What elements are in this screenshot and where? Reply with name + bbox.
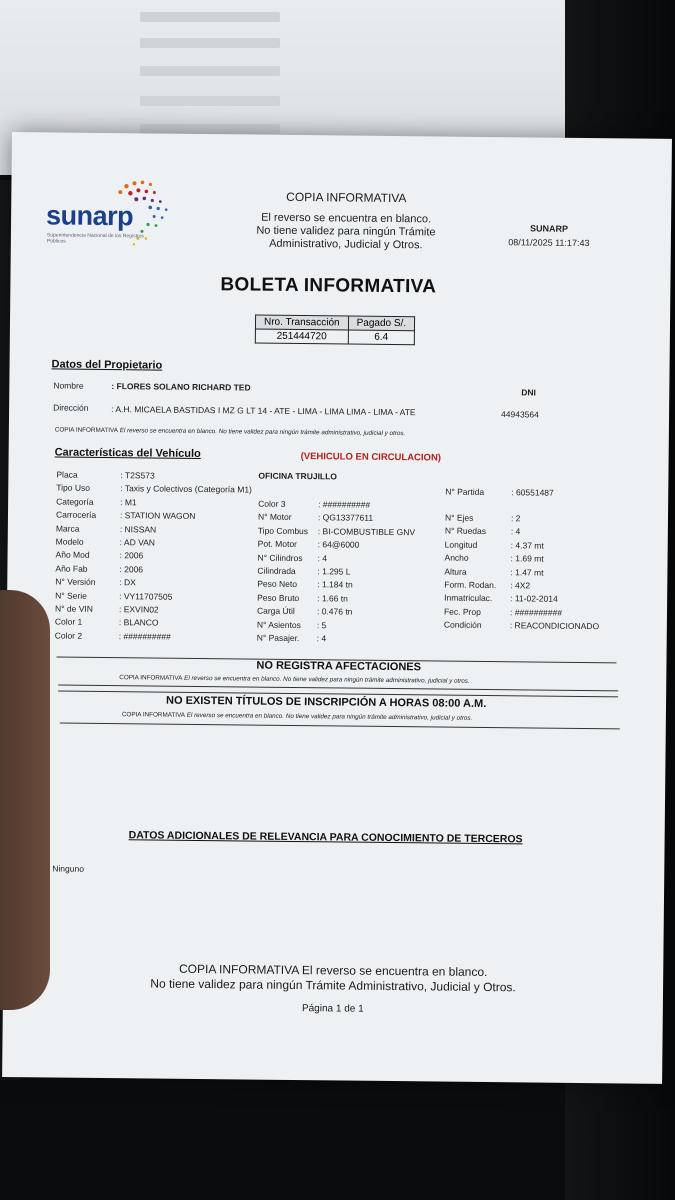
vehicle-field-value: : 11-02-2014 [510,593,558,605]
vehicle-field-label: Fec. Prop [443,606,481,617]
header-entity: SUNARP [529,223,569,234]
owner-name-value: : FLORES SOLANO RICHARD TED [111,381,251,393]
vehicle-field-value: : 1.184 tn [317,579,353,590]
vehicle-field-value: : 4 [510,526,521,537]
owner-note-prefix: COPIA INFORMATIVA [54,426,119,435]
header-copia-line: El reverso se encuentra en blanco. [261,211,432,226]
vehicle-field-value: : BI-COMBUSTIBLE GNV [317,526,416,538]
vehicle-field-value: : 4 [317,552,328,563]
vehicle-field-label: Peso Bruto [257,592,300,603]
header-datetime: 08/11/2025 11:17:43 [508,237,590,249]
vehicle-field-label: Carga Útil [256,605,295,617]
vehicle-field-label: Longitud [444,539,478,550]
vehicle-section-title: Características del Vehículo [54,446,201,460]
vehicle-field-value: : 60551487 [511,487,554,498]
owner-address-value: : A.H. MICAELA BASTIDAS I MZ G LT 14 - ATE - LIMA - LIMA LIMA - LIMA - ATE [111,404,416,418]
vehicle-field-label: Condición [443,619,482,631]
vehicle-field-value: : REACONDICIONADO [509,620,600,632]
vehicle-field-value: : NISSAN [119,523,157,535]
footer-line: COPIA INFORMATIVA El reverso se encuentra en blanco. [178,961,488,980]
footer-line: No tiene validez para ningún Trámite Administrativo, Judicial y Otros. [150,976,516,995]
vehicle-field-value: : 1.47 mt [510,566,544,578]
transaction-paid: 6.4 [348,330,415,345]
vehicle-field-value: : 4 [316,633,327,644]
background-row [140,66,280,76]
vehicle-field-label: Año Fab [55,563,88,574]
transaction-table [255,315,415,346]
vehicle-field-label: Altura [444,566,467,577]
vehicle-field-label: N° de VIN [54,603,93,614]
vehicle-field-label: N° Ejes [444,512,474,523]
footer-page: Página 1 de 1 [301,1003,364,1015]
banner-afectaciones: NO REGISTRA AFECTACIONES [256,659,422,674]
owner-name-label: Nombre [53,380,84,391]
header-copia-title: COPIA INFORMATIVA [286,189,407,206]
transaction-number: 251444720 [255,329,348,344]
header-copia-line: Administrativo, Judicial y Otros. [269,237,423,252]
vehicle-field-label: N° Motor [257,511,292,523]
background-row [140,96,280,106]
additional-title: DATOS ADICIONALES DE RELEVANCIA PARA CONOCIMIENTO DE TERCEROS [128,829,523,846]
vehicle-field-label: N° Serie [55,590,87,601]
vehicle-field-value: : VY11707505 [119,590,173,602]
vehicle-field-value: : 4X2 [510,580,531,591]
vehicle-field-value: : ########## [118,630,171,642]
additional-value: Ninguno [52,863,85,874]
vehicle-field-value: : T2S573 [120,470,155,481]
vehicle-field-label: Placa [56,469,78,480]
vehicle-field-label: Cilindrada [257,565,296,576]
header-copia-block [241,190,452,252]
vehicle-field-label: Peso Neto [257,578,298,590]
vehicle-field-label: Modelo [55,536,84,547]
vehicle-field-value: : 5 [316,619,327,630]
vehicle-office: OFICINA TRUJILLO [258,470,338,482]
vehicle-field-label: N° Pasajer. [256,632,300,644]
vehicle-field-label: Color 2 [54,630,83,641]
vehicle-field-value: : 2006 [119,550,144,561]
header-copia-line: No tiene validez para ningún Trámite [256,224,436,239]
document-title: BOLETA INFORMATIVA [220,274,437,298]
vehicle-field-label: Pot. Motor [257,538,297,550]
vehicle-field-value: : 2 [510,513,521,524]
vehicle-field-label: Marca [55,523,80,534]
vehicle-field-label: N° Versión [55,576,96,588]
vehicle-field-value: : 1.69 mt [510,553,544,564]
sunarp-logo-text: sunarp [45,200,134,232]
vehicle-field-value: : ########## [509,607,563,618]
vehicle-field-label: N° Cilindros [257,552,303,563]
vehicle-field-value: : Taxis y Colectivos (Categoría M1) [120,483,252,495]
vehicle-field-value: : 0.476 tn [316,606,353,617]
owner-address-label: Dirección [53,402,89,413]
background-row [140,38,280,48]
owner-note [55,426,406,437]
vehicle-field-label: Categoría [56,496,94,507]
vehicle-field-value: : BLANCO [118,617,159,628]
footer-copia-block [123,961,544,1018]
banner-titulos-note [122,711,473,722]
document-paper [2,132,672,1084]
vehicle-field-label: Color 1 [54,616,83,628]
vehicle-field-value: : 1.66 tn [317,593,348,604]
banner-afectaciones-note [119,674,470,685]
banner-titulos: NO EXISTEN TÍTULOS DE INSCRIPCIÓN A HORAS 08:00 A.M. [165,694,487,710]
vehicle-field-label: Ancho [444,552,469,563]
vehicle-field-value: : 2006 [119,563,144,575]
divider-line [60,723,620,730]
vehicle-field-label: Tipo Uso [56,482,91,494]
banner-note-text: El reverso se encuentra en blanco. No tiene validez para ningún trámite administrativo, judicial y otros. [184,674,470,685]
transaction-header-number: Nro. Transacción [255,315,348,330]
vehicle-field-value: : 1.295 L [317,566,351,577]
vehicle-field-value: : M1 [120,496,137,508]
vehicle-field-value: : ########## [318,499,371,510]
vehicle-field-label: Tipo Combus [257,525,309,536]
vehicle-field-label: N° Ruedas [444,525,487,537]
header-right-block [489,221,609,250]
transaction-header-paid: Pagado S/. [348,316,415,331]
vehicle-field-label: N° Asientos [256,619,301,630]
banner-note-prefix: COPIA INFORMATIVA [119,674,183,682]
banner-note-prefix: COPIA INFORMATIVA [121,711,186,719]
vehicle-field-label: Carrocería [55,509,97,521]
vehicle-field-label: Año Mod [55,549,90,561]
background-row [140,12,280,22]
vehicle-field-value: : STATION WAGON [119,510,196,522]
vehicle-field-value: : AD VAN [119,537,156,548]
divider-line [58,685,618,692]
vehicle-field-label: Inmatriculac. [444,592,493,604]
vehicle-field-label: Color 3 [258,498,286,509]
vehicle-status: (VEHICULO EN CIRCULACION) [300,451,442,464]
vehicle-field-value: : 4.37 mt [510,540,544,551]
owner-section-title: Datos del Propietario [51,358,163,372]
vehicle-field-value: : DX [119,577,136,588]
owner-dni-label: DNI [521,387,536,398]
owner-dni-value: 44943564 [501,409,539,420]
vehicle-field-value: : EXVIN02 [118,604,159,615]
vehicle-field-label: Form. Rodan. [444,579,497,591]
sunarp-logo-subtitle: Superintendencia Nacional de los Registros Públicos [46,232,144,245]
vehicle-field-value: : QG13377611 [317,512,374,524]
owner-note-text: El reverso se encuentra en blanco. No tiene validez para ningún trámite administrativo, judicial y otros. [119,427,406,438]
background-row [140,124,280,134]
banner-note-text: El reverso se encuentra en blanco. No tiene validez para ningún trámite administrativo, judicial y otros. [186,711,473,722]
hand-holding-paper [0,590,50,1010]
vehicle-field-label: N° Partida [445,486,485,497]
vehicle-field-value: : 64@6000 [317,539,360,550]
